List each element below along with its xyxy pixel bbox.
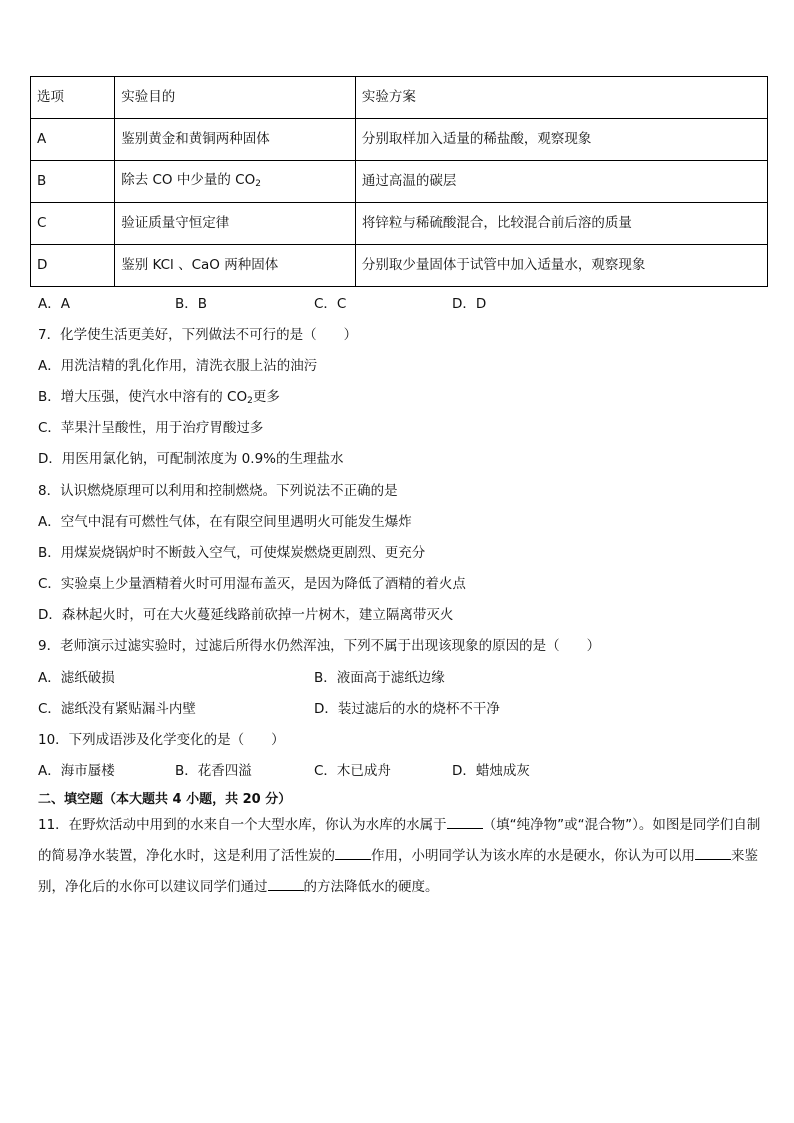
q7-choice-b — [38, 388, 280, 410]
q6-choice-c: C．C — [314, 296, 347, 312]
subscript: 2 — [255, 179, 261, 189]
q7-choice-d: D．用医用氯化钠，可配制浓度为 0.9%的生理盐水 — [38, 451, 344, 467]
header-purpose: 实验目的 — [115, 77, 356, 119]
q9-choice-a: A．滤纸破损 — [38, 670, 115, 686]
q8-choice-b: B．用煤炭烧锅炉时不断鼓入空气，可使煤炭燃烧更剧烈、更充分 — [38, 545, 426, 561]
row-option: A — [31, 119, 115, 161]
row-option: B — [31, 161, 115, 203]
row-plan: 通过高温的碳层 — [355, 161, 767, 203]
row-plan: 分别取样加入适量的稀盐酸，观察现象 — [355, 119, 767, 161]
q8-choice-c: C．实验桌上少量酒精着火时可用湿布盖灭，是因为降低了酒精的着火点 — [38, 576, 466, 592]
q11-text-5: 的方法降低水的硬度。 — [303, 879, 439, 895]
experiment-table — [30, 76, 768, 287]
q7-stem: 7．化学使生活更美好，下列做法不可行的是（ ） — [38, 327, 358, 343]
q9-stem: 9．老师演示过滤实验时，过滤后所得水仍然浑浊，下列不属于出现该现象的原因的是（ ） — [38, 638, 601, 654]
table-row — [31, 203, 768, 245]
q10-stem: 10．下列成语涉及化学变化的是（ ） — [38, 732, 285, 748]
answer-blank-2[interactable] — [335, 845, 371, 860]
q11-text-4: 来鉴别，净化后的水你可以建议同学们通过 — [38, 848, 758, 895]
q8-stem: 8．认识燃烧原理可以利用和控制燃烧。下列说法不正确的是 — [38, 483, 398, 499]
q8-choice-d: D．森林起火时，可在大火蔓延线路前砍掉一片树木，建立隔离带灭火 — [38, 607, 454, 623]
row-purpose: 鉴别 KCl 、CaO 两种固体 — [115, 245, 356, 287]
row-plan: 分别取少量固体于试管中加入适量水，观察现象 — [355, 245, 767, 287]
q7-choice-c: C．苹果汁呈酸性，用于治疗胃酸过多 — [38, 420, 264, 436]
row-purpose: 验证质量守恒定律 — [115, 203, 356, 245]
q11-text-3: 作用，小明同学认为该水库的水是硬水，你认为可以用 — [371, 848, 695, 864]
q10-choice-d: D．蜡烛成灰 — [452, 763, 530, 779]
q11-text-2: （填“纯净物”或“混合物”）。如图是同学们自制的简易净水装置，净化水时，这是利用了活性炭的 — [38, 817, 761, 864]
q10-choice-c: C．木已成舟 — [314, 763, 391, 779]
answer-blank-3[interactable] — [695, 845, 731, 860]
subscript: 2 — [247, 396, 253, 406]
row-option: C — [31, 203, 115, 245]
row-purpose — [115, 161, 356, 203]
q6-choice-b: B．B — [175, 296, 208, 312]
q9-choice-d: D．装过滤后的水的烧杯不干净 — [314, 701, 500, 717]
table-row — [31, 119, 768, 161]
q7-b-tail: 更多 — [252, 389, 280, 405]
header-option: 选项 — [31, 77, 115, 119]
table-header-row — [31, 77, 768, 119]
section-heading: 二、填空题（本大题共 4 小题，共 20 分） — [38, 792, 292, 807]
q9-choice-b: B．液面高于滤纸边缘 — [314, 670, 445, 686]
row-option: D — [31, 245, 115, 287]
q6-choice-d: D．D — [452, 296, 487, 312]
table-row — [31, 245, 768, 287]
q11-text-1: 11．在野炊活动中用到的水来自一个大型水库，你认为水库的水属于 — [38, 817, 447, 833]
header-plan: 实验方案 — [355, 77, 767, 119]
q9-choice-c: C．滤纸没有紧贴漏斗内壁 — [38, 701, 196, 717]
table-row — [31, 161, 768, 203]
row-purpose: 鉴别黄金和黄铜两种固体 — [115, 119, 356, 161]
q7-b-text: B．增大压强，使汽水中溶有的 CO — [38, 389, 248, 405]
q11-paragraph — [38, 810, 762, 903]
answer-blank-4[interactable] — [268, 876, 304, 891]
row-plan: 将锌粒与稀硫酸混合，比较混合前后溶的质量 — [355, 203, 767, 245]
q10-choice-b: B．花香四溢 — [175, 763, 252, 779]
purpose-text: 除去 CO 中少量的 CO — [121, 172, 256, 188]
q8-choice-a: A．空气中混有可燃性气体，在有限空间里遇明火可能发生爆炸 — [38, 514, 412, 530]
q6-choice-a: A．A — [38, 296, 70, 312]
q10-choice-a: A．海市蜃楼 — [38, 763, 115, 779]
q7-choice-a: A．用洗洁精的乳化作用，清洗衣服上沾的油污 — [38, 358, 318, 374]
answer-blank-1[interactable] — [447, 814, 483, 829]
